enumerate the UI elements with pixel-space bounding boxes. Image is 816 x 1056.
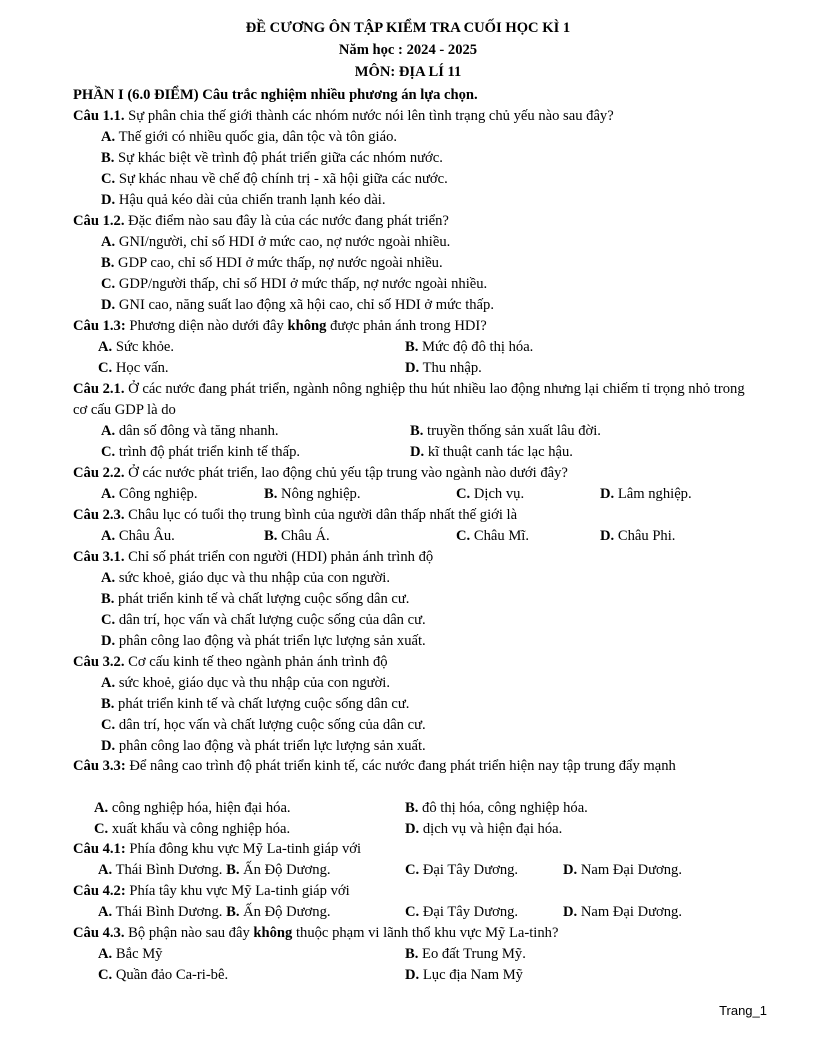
question-3-1: Câu 3.1. Chỉ số phát triển con người (HDI) phản ánh trình độ xyxy=(73,549,434,565)
question-4-1: Câu 4.1: Phía đông khu vực Mỹ La-tinh giáp với xyxy=(73,841,362,857)
option: B. truyền thống sản xuất lâu đời. xyxy=(410,423,601,439)
option: D. kĩ thuật canh tác lạc hậu. xyxy=(410,444,573,460)
option: B. phát triển kinh tế và chất lượng cuộc sống dân cư. xyxy=(101,591,410,607)
option: C. Học vấn. xyxy=(98,360,169,376)
option: A. sức khoẻ, giáo dục và thu nhập của con người. xyxy=(101,675,391,691)
option: A. công nghiệp hóa, hiện đại hóa. xyxy=(94,800,291,816)
option: C. Đại Tây Dương. xyxy=(405,904,519,920)
option: D. GNI cao, năng suất lao động xã hội cao, chỉ số HDI ở mức thấp. xyxy=(101,297,494,313)
question-2-3: Câu 2.3. Châu lục có tuổi thọ trung bình của người dân thấp nhất thế giới là xyxy=(73,507,518,523)
option: D. Lục địa Nam Mỹ xyxy=(405,967,523,983)
option: C. xuất khẩu và công nghiệp hóa. xyxy=(94,821,291,837)
option: A. Sức khỏe. xyxy=(98,339,175,355)
question-1-2: Câu 1.2. Đặc điểm nào sau đây là của các nước đang phát triển? xyxy=(73,213,449,229)
question-4-2: Câu 4.2: Phía tây khu vực Mỹ La-tinh giáp với xyxy=(73,883,350,899)
doc-title: ĐỀ CƯƠNG ÔN TẬP KIỂM TRA CUỐI HỌC KÌ 1 xyxy=(245,20,571,36)
question-4-3: Câu 4.3. Bộ phận nào sau đây không thuộc phạm vi lãnh thổ khu vực Mỹ La-tinh? xyxy=(73,925,559,941)
question-1-3: Câu 1.3: Phương diện nào dưới đây không được phản ánh trong HDI? xyxy=(73,318,487,334)
option: B. đô thị hóa, công nghiệp hóa. xyxy=(405,800,588,816)
option: D. dịch vụ và hiện đại hóa. xyxy=(405,821,563,837)
option: B. phát triển kinh tế và chất lượng cuộc sống dân cư. xyxy=(101,696,410,712)
option: B. Eo đất Trung Mỹ. xyxy=(405,946,526,962)
question-1-1: Câu 1.1. Sự phân chia thế giới thành các nhóm nước nói lên tình trạng chủ yếu nào sau đây? xyxy=(73,108,614,124)
question-2-1: Câu 2.1. Ở các nước đang phát triển, ngành nông nghiệp thu hút nhiều lao động nhưng lại chiếm tỉ trọng nhỏ trong cơ cấu GDP là do xyxy=(73,381,745,418)
option: D. Lâm nghiệp. xyxy=(600,486,692,502)
option: A. sức khoẻ, giáo dục và thu nhập của con người. xyxy=(101,570,391,586)
option: D. Nam Đại Dương. xyxy=(563,904,683,920)
option: C. Quần đảo Ca-ri-bê. xyxy=(98,967,229,983)
option: A. GNI/người, chỉ số HDI ở mức cao, nợ nước ngoài nhiều. xyxy=(101,234,451,250)
option: B. GDP cao, chỉ số HDI ở mức thấp, nợ nước ngoài nhiều. xyxy=(101,255,443,271)
section-heading: PHẦN I (6.0 ĐIỂM) Câu trắc nghiệm nhiều phương án lựa chọn. xyxy=(73,87,478,103)
option: D. Nam Đại Dương. xyxy=(563,862,683,878)
school-year: Năm học : 2024 - 2025 xyxy=(338,42,478,58)
option: B. Sự khác biệt về trình độ phát triển giữa các nhóm nước. xyxy=(101,150,443,166)
page-number: Trang_1 xyxy=(719,1003,767,1018)
option: D. Châu Phi. xyxy=(600,528,676,544)
option: A. Thế giới có nhiều quốc gia, dân tộc và tôn giáo. xyxy=(101,129,398,145)
option: B. Nông nghiệp. xyxy=(264,486,361,502)
option: C. Dịch vụ. xyxy=(456,486,525,502)
option: C. GDP/người thấp, chỉ số HDI ở mức thấp, nợ nước ngoài nhiều. xyxy=(101,276,488,292)
option: A. dân số đông và tăng nhanh. xyxy=(101,423,279,439)
option: A. Thái Bình Dương. B. Ấn Độ Dương. xyxy=(98,862,331,878)
option: B. Mức độ đô thị hóa. xyxy=(405,339,534,355)
option: D. Hậu quả kéo dài của chiến tranh lạnh kéo dài. xyxy=(101,192,386,208)
option: A. Châu Âu. xyxy=(101,528,175,544)
question-3-2: Câu 3.2. Cơ cấu kinh tế theo ngành phản ánh trình độ xyxy=(73,654,388,670)
subject: MÔN: ĐỊA LÍ 11 xyxy=(354,64,462,80)
question-3-3: Câu 3.3: Để nâng cao trình độ phát triển kinh tế, các nước đang phát triển hiện nay tập trung đẩy mạnh xyxy=(73,758,676,774)
option: A. Bắc Mỹ xyxy=(98,946,163,962)
option: C. trình độ phát triển kinh tế thấp. xyxy=(101,444,301,460)
question-2-2: Câu 2.2. Ở các nước phát triển, lao động chủ yếu tập trung vào ngành nào dưới đây? xyxy=(73,465,568,481)
option: D. phân công lao động và phát triển lực lượng sản xuất. xyxy=(101,738,426,754)
option: D. Thu nhập. xyxy=(405,360,482,376)
option: C. dân trí, học vấn và chất lượng cuộc sống của dân cư. xyxy=(101,717,426,733)
option: D. phân công lao động và phát triển lực lượng sản xuất. xyxy=(101,633,426,649)
option: C. Đại Tây Dương. xyxy=(405,862,519,878)
option: C. dân trí, học vấn và chất lượng cuộc sống của dân cư. xyxy=(101,612,426,628)
option: B. Châu Á. xyxy=(264,528,330,544)
option: C. Sự khác nhau về chế độ chính trị - xã hội giữa các nước. xyxy=(101,171,448,187)
option: A. Thái Bình Dương. B. Ấn Độ Dương. xyxy=(98,904,331,920)
option: A. Công nghiệp. xyxy=(101,486,198,502)
option: C. Châu Mĩ. xyxy=(456,528,529,544)
